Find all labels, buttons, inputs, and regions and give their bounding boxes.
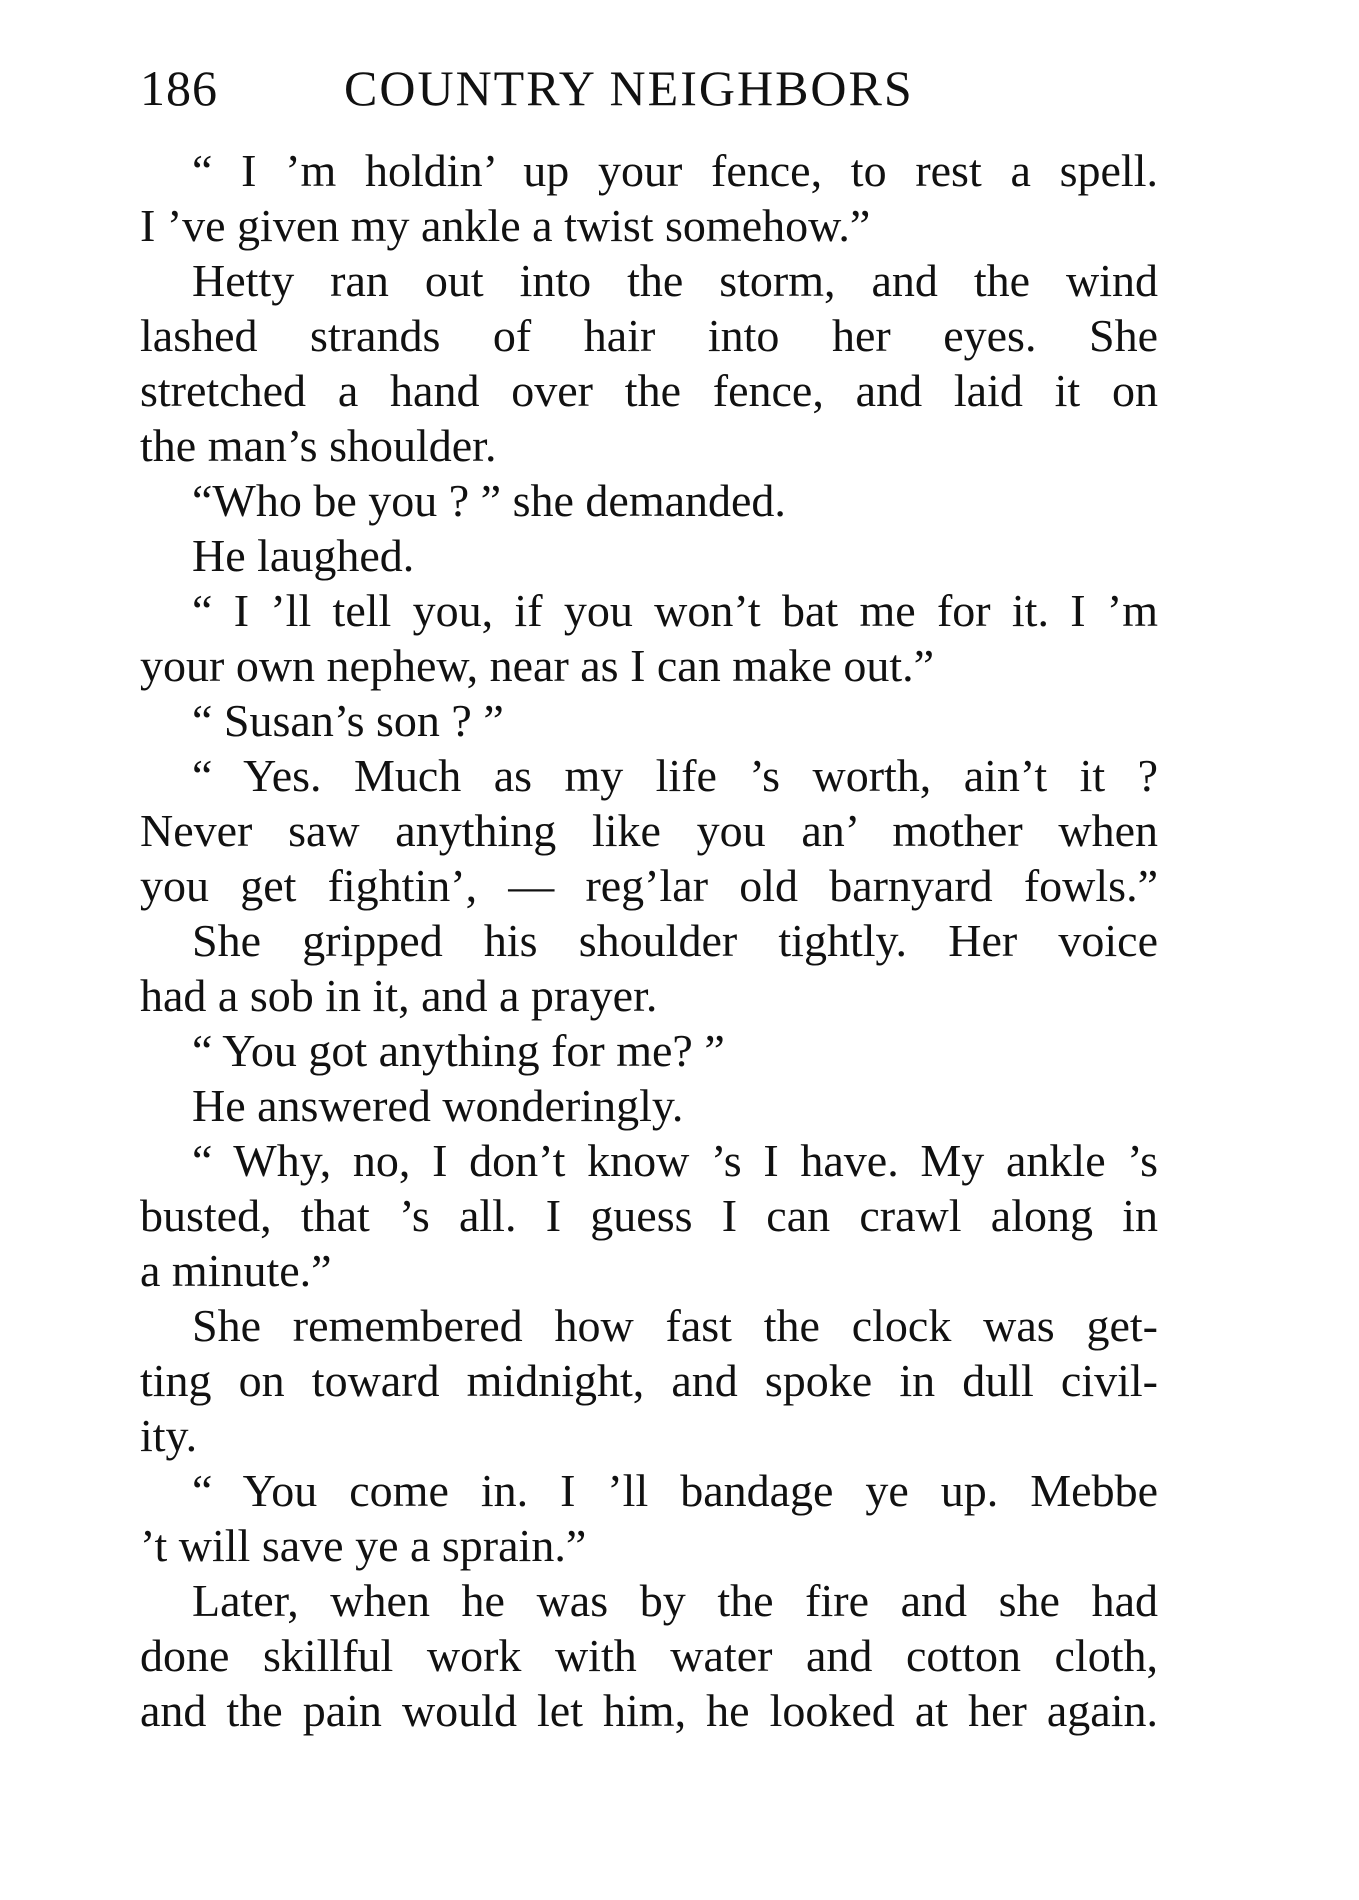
text-line: I ’ve given my ankle a twist somehow.” xyxy=(140,200,871,251)
text-line: He answered wonderingly. xyxy=(192,1080,684,1131)
text-line: “ You got anything for me? ” xyxy=(192,1025,725,1076)
text-line: Later, when he was by the fire and she had xyxy=(192,1575,1158,1626)
text-line: a minute.” xyxy=(140,1245,332,1296)
text-line: and the pain would let him, he looked at her again. xyxy=(140,1685,1158,1736)
running-head: COUNTRY NEIGHBORS xyxy=(344,60,914,116)
page-header xyxy=(140,58,1180,118)
text-line: “ I ’ll tell you, if you won’t bat me for it. I ’m xyxy=(192,585,1158,636)
body-text xyxy=(140,143,1158,1738)
text-line: He laughed. xyxy=(192,530,415,581)
text-line: “ Susan’s son ? ” xyxy=(192,695,504,746)
text-line: ’t will save ye a sprain.” xyxy=(140,1520,587,1571)
text-line: “ I ’m holdin’ up your fence, to rest a spell. xyxy=(192,145,1158,196)
text-line: stretched a hand over the fence, and laid it on xyxy=(140,365,1158,416)
text-line: ity. xyxy=(140,1410,198,1461)
text-line: “Who be you ? ” she demanded. xyxy=(192,475,786,526)
text-line: you get fightin’, — reg’lar old barnyard fowls.” xyxy=(140,860,1158,911)
text-line: “ Yes. Much as my life ’s worth, ain’t it ? xyxy=(192,750,1158,801)
text-line: “ Why, no, I don’t know ’s I have. My ankle ’s xyxy=(192,1135,1158,1186)
text-line: had a sob in it, and a prayer. xyxy=(140,970,658,1021)
text-line: Never saw anything like you an’ mother when xyxy=(140,805,1158,856)
page-number: 186 xyxy=(140,60,218,116)
text-line: “ You come in. I ’ll bandage ye up. Mebbe xyxy=(192,1465,1158,1516)
text-line: busted, that ’s all. I guess I can crawl along in xyxy=(140,1190,1158,1241)
text-line: done skillful work with water and cotton cloth, xyxy=(140,1630,1158,1681)
text-line: She remembered how fast the clock was get- xyxy=(192,1300,1158,1351)
text-line: ting on toward midnight, and spoke in dull civil- xyxy=(140,1355,1158,1406)
text-line: She gripped his shoulder tightly. Her voice xyxy=(192,915,1158,966)
text-line: Hetty ran out into the storm, and the wind xyxy=(192,255,1158,306)
text-line: the man’s shoulder. xyxy=(140,420,497,471)
text-line: lashed strands of hair into her eyes. She xyxy=(140,310,1158,361)
text-line: your own nephew, near as I can make out.” xyxy=(140,640,935,691)
